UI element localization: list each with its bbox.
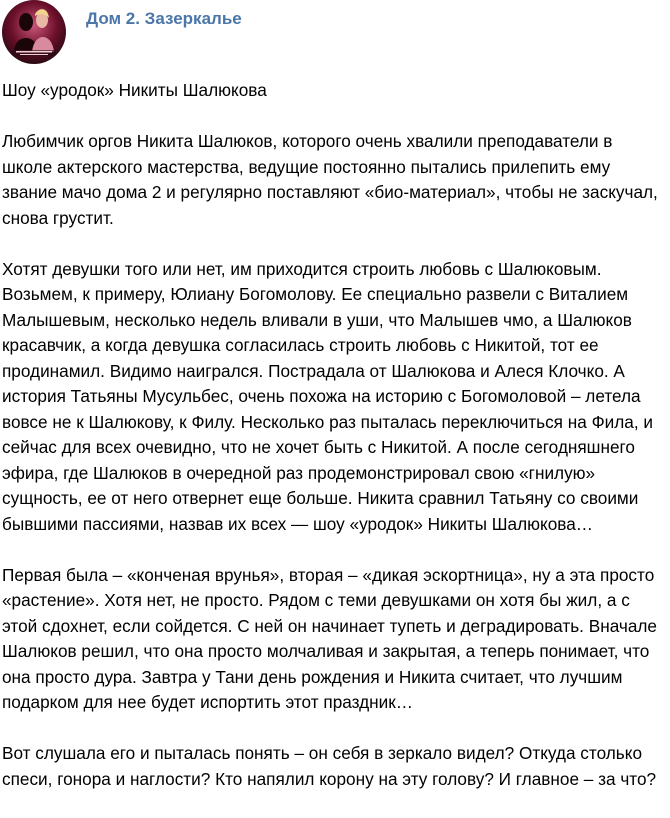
post-paragraph: Вот слушала его и пыталась понять – он себя в зеркало видел? Откуда столько спеси, гонора и наглости? Кто напялил корону на эту голову? И главное – за что? [2, 743, 657, 789]
post-paragraph: Любимчик оргов Никита Шалюков, которого очень хвалили преподаватели в школе актерского мастерства, ведущие постоянно пытались прилепить ему звание мачо дома 2 и регулярно поставляют «био-материал», чтобы не заскучал, снова грустит. [2, 131, 658, 228]
post-header [0, 0, 670, 70]
group-avatar[interactable] [2, 0, 66, 64]
group-name-link[interactable]: Дом 2. Зазеркалье [86, 9, 242, 28]
group-avatar-image [2, 0, 66, 64]
post-title: Шоу «уродок» Никиты Шалюкова [2, 80, 267, 100]
post-paragraph: Хотят девушки того или нет, им приходится строить любовь с Шалюковым. Возьмем, к примеру, Юлиану Богомолову. Ее специально развели с Виталием Малышевым, несколько недель вливали в уши, что Малышев чмо, а Шалюков красавчик, а когда девушка согласилась строить любовь с Никитой, тот ее продинамил. Видимо наигрался. Пострадала от Шалюкова и Алеся Клочко. А история Татьяны Мусульбес, очень похожа на историю с Богомоловой – летела вовсе не к Шалюкову, к Филу. Несколько раз пыталась переключиться на Фила, и сейчас для всех очевидно, что не хочет быть с Никитой. А после сегодняшнего эфира, где Шалюков в очередной раз продемонстрировал свою «гнилую» сущность, ее от него отвернет еще больше. Никита сравнил Татьяну со своими бывшими пассиями, назвав их всех — шоу «уродок» Никиты Шалюкова… [2, 258, 653, 534]
post-body [2, 78, 666, 818]
post-paragraph: Первая была – «конченая врунья», вторая – «дикая эскортница», ну а эта просто «растение». Хотя нет, не просто. Рядом с теми девушками он хотя бы жил, а с этой сдохнет, если сойдется. С ней он начинает тупеть и деградировать. Вначале Шалюков решил, что она просто молчаливая и закрытая, а теперь понимает, что она просто дура. Завтра у Тани день рождения и Никита считает, что лучшим подарком для нее будет испортить этот праздник… [2, 564, 657, 712]
